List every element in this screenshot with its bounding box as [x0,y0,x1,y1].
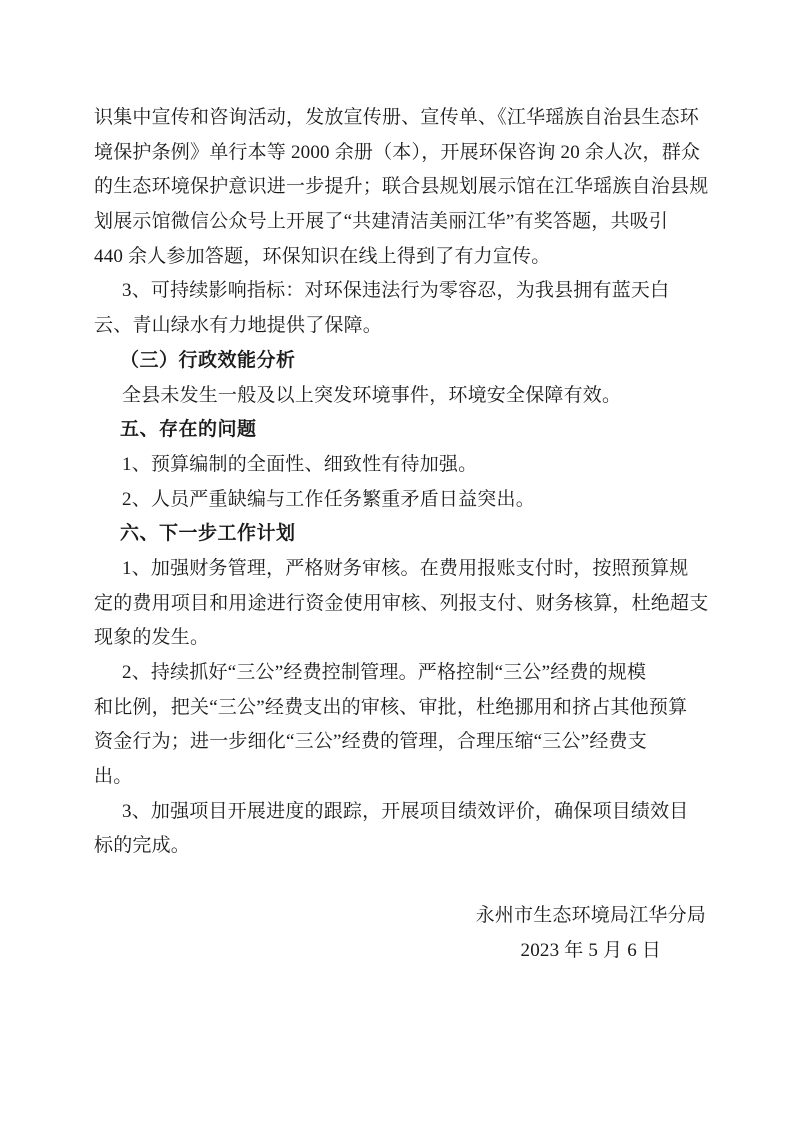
text-line: 标的完成。 [94,835,191,857]
text-line: 2、人员严重缺编与工作任务繁重矛盾日益突出。 [122,488,535,510]
text-line: 和比例，把关“三公”经费支出的审核、审批，杜绝挪用和挤占其他预算 [94,696,688,718]
text-line: 定的费用项目和用途进行资金使用审核、列报支付、财务核算，杜绝超支 [94,592,709,614]
signature-org: 永州市生态环境局江华分局 [475,904,706,926]
signature-block [94,899,706,968]
section-heading: 五、存在的问题 [120,419,257,441]
text-line: 1、预算编制的全面性、细致性有待加强。 [122,453,478,475]
document-lines [94,101,709,864]
text-line: 划展示馆微信公众号上开展了“共建清洁美丽江华”有奖答题，共吸引 [94,211,669,233]
section-heading: （三）行政效能分析 [120,349,296,371]
text-line: 云、青山绿水有力地提供了保障。 [94,315,383,337]
text-line: 2、持续抓好“三公”经费控制管理。严格控制“三公”经费的规模 [122,662,647,683]
text-line: 3、加强项目开展进度的跟踪，开展项目绩效评价，确保项目绩效目 [122,800,689,822]
text-line: 出。 [94,766,133,788]
section-heading: 六、下一步工作计划 [120,523,296,545]
text-line: 资金行为；进一步细化“三公”经费的管理，合理压缩“三公”经费支 [94,731,647,753]
signature-date: 2023 年 5 月 6 日 [520,939,662,961]
text-line: 440 余人参加答题，环保知识在线上得到了有力宣传。 [94,245,551,267]
text-line: 境保护条例》单行本等 2000 余册（本），开展环保咨询 20 余人次，群众 [94,141,701,163]
text-line: 1、加强财务管理，严格财务审核。在费用报账支付时，按照预算规 [122,557,689,579]
text-line: 全县未发生一般及以上突发环境事件，环境安全保障有效。 [122,384,622,406]
text-line: 3、可持续影响指标：对环保违法行为零容忍，为我县拥有蓝天白 [122,280,670,302]
signature-inner [476,899,706,968]
text-line: 现象的发生。 [94,627,210,649]
text-line: 的生态环境保护意识进一步提升；联合县规划展示馆在江华瑶族自治县规 [94,176,709,198]
text-line: 识集中宣传和咨询活动，发放宣传册、宣传单、《江华瑶族自治县生态环 [94,107,699,128]
document-content [94,101,709,968]
